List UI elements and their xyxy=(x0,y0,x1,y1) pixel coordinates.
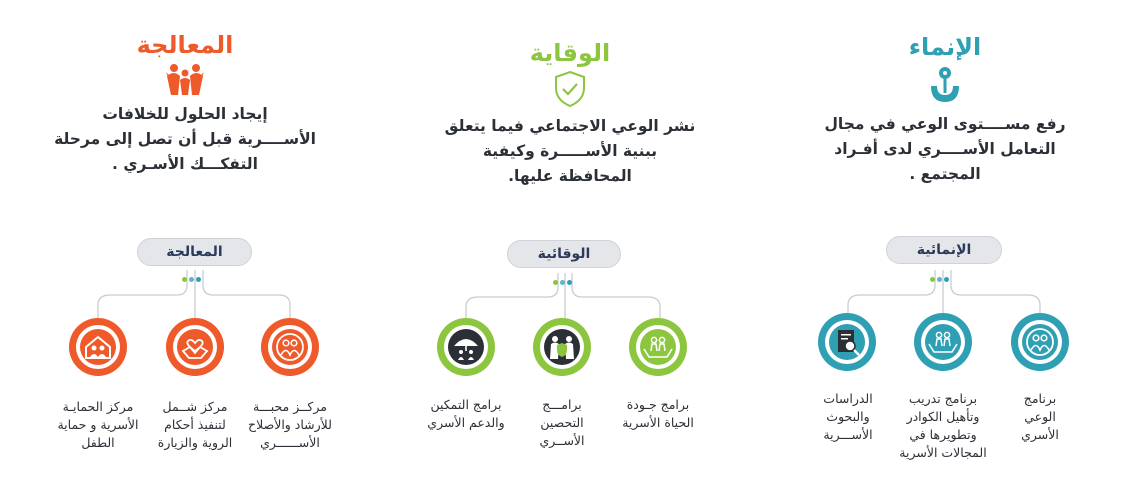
hands-family-icon xyxy=(925,324,961,360)
prevention-column-header xyxy=(420,38,720,189)
prevention-description: نشر الوعي الاجتماعي فيما يتعلق ببنية الأســـــرة وكيفية المحافظة عليها. xyxy=(444,117,696,185)
remedy-node-shaml xyxy=(166,318,224,376)
development-node-research xyxy=(818,313,876,371)
growth-person-icon xyxy=(927,64,963,106)
development-dots xyxy=(929,267,950,273)
hands-family-icon xyxy=(640,329,676,365)
development-item-research: الدراسات والبحوث الأســـرية xyxy=(823,391,873,442)
prevention-dots xyxy=(552,270,573,276)
prevention-node-immunization xyxy=(533,318,591,376)
development-title: الإنماء xyxy=(908,33,982,61)
prevention-item-quality: برامج جـودة الحياة الأسرية xyxy=(622,397,694,430)
family-icon xyxy=(1022,324,1058,360)
development-node-training xyxy=(914,313,972,371)
family-group-icon xyxy=(165,62,205,96)
development-description: رفع مســــتوى الوعي في مجال التعامل الأســــري لدى أفـراد المجتمع . xyxy=(824,115,1066,183)
development-branch-label: الإنمائية xyxy=(886,236,1002,264)
remedy-item-mahabba: مركــز محبـــة للأرشاد والأصلاح الأســــــري xyxy=(248,399,332,450)
remedy-item-protection: مركز الحمايـة الأسرية و حماية الطفل xyxy=(57,399,139,450)
development-item-training: برنامج تدريب وتأهيل الكوادر وتطويرها في المجالات الأسرية xyxy=(899,391,987,460)
remedy-description: إيجاد الحلول للخلافات الأســــرية قبل أن تصل إلى مرحلة التفكـــك الأسـري . xyxy=(54,105,316,173)
house-child-icon xyxy=(80,329,116,365)
prevention-node-quality xyxy=(629,318,687,376)
remedy-node-mahabba xyxy=(261,318,319,376)
remedy-branch-label: المعالجة xyxy=(137,238,252,266)
research-document-icon xyxy=(829,324,865,360)
prevention-item-immunization: برامـــج التحصين الأســري xyxy=(539,397,585,448)
umbrella-family-icon xyxy=(448,329,484,365)
remedy-item-shaml: مركز شــمل لتنفيذ أحكام الروية والزيارة xyxy=(157,399,233,450)
development-node-awareness xyxy=(1011,313,1069,371)
shield-check-icon xyxy=(553,70,587,108)
remedy-title: المعالجة xyxy=(136,31,234,59)
development-column-header xyxy=(805,32,1085,187)
development-item-awareness: برنامج الوعي الأسري xyxy=(1021,391,1059,442)
prevention-item-empowerment: برامج التمكين والدعم الأسري xyxy=(427,397,505,430)
prevention-branch-label: الوقائية xyxy=(507,240,621,268)
handshake-heart-icon xyxy=(177,329,213,365)
prevention-node-empowerment xyxy=(437,318,495,376)
family-shield-icon xyxy=(544,329,580,365)
family-icon xyxy=(272,329,308,365)
remedy-column-header xyxy=(40,30,330,177)
prevention-title: الوقاية xyxy=(529,39,611,67)
remedy-dots xyxy=(181,267,202,273)
remedy-node-protection xyxy=(69,318,127,376)
